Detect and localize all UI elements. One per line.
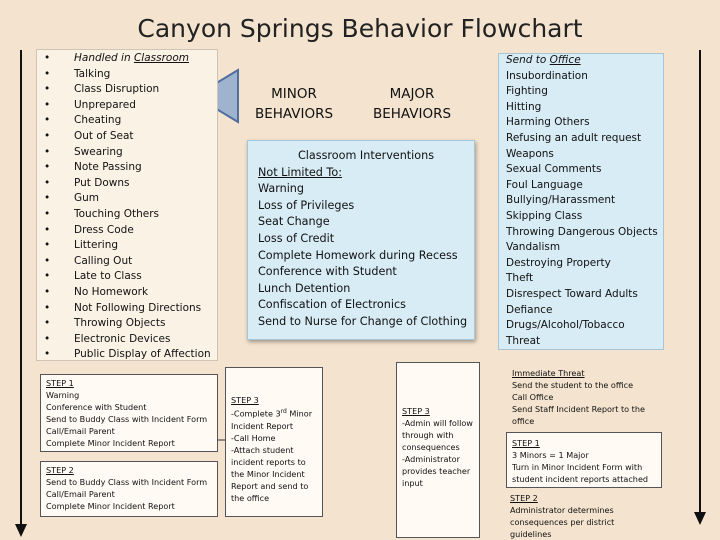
list-item: Foul Language: [506, 178, 583, 191]
minor-behaviors-label: [248, 84, 340, 124]
step-line: -Complete 3rd Minor: [231, 408, 313, 419]
list-item: Threat: [506, 334, 541, 347]
minor-label-line1: MINOR: [271, 86, 317, 102]
step-line: Send the student to the office: [512, 380, 634, 390]
list-item: Insubordination: [506, 69, 588, 82]
minor-step1-box: [40, 374, 218, 452]
list-item: Loss of Privileges: [258, 198, 355, 212]
step-title: STEP 3: [402, 406, 430, 416]
list-item: • Throwing Objects: [44, 316, 211, 332]
list-item: • Note Passing: [44, 160, 211, 176]
list-item: • No Homework: [44, 285, 211, 301]
step-line: Send to Buddy Class with Incident Form: [46, 477, 208, 487]
step-line: consequences per district: [510, 517, 615, 527]
list-item: • Calling Out: [44, 254, 211, 270]
page-title: Canyon Springs Behavior Flowchart: [137, 14, 583, 43]
list-item: Send to Nurse for Change of Clothing: [258, 314, 468, 328]
list-item: Confiscation of Electronics: [258, 298, 406, 312]
immediate-threat: [512, 367, 645, 427]
step-line: Complete Minor Incident Report: [46, 438, 175, 448]
step-line: Incident Report: [231, 420, 294, 431]
list-item: Warning: [258, 182, 304, 196]
step-line: Conference with Student: [46, 402, 147, 412]
list-item: • Swearing: [44, 145, 211, 161]
minor-step2-box: [40, 461, 218, 517]
step-line: Call Office: [512, 392, 554, 402]
list-item: Weapons: [506, 147, 554, 160]
major-heading-underlined: Office: [549, 54, 581, 66]
minor-heading-prefix: Handled in: [74, 52, 134, 64]
list-item: • Public Display of Affection: [44, 347, 211, 363]
list-item: • Put Downs: [44, 176, 211, 192]
list-item: Fighting: [506, 85, 548, 98]
list-item: Vandalism: [506, 241, 561, 254]
step-line: office: [512, 416, 535, 426]
step-line: the Minor Incident: [231, 468, 305, 479]
list-item: • Late to Class: [44, 269, 211, 285]
list-item: Theft: [506, 272, 534, 285]
list-item: • Unprepared: [44, 98, 211, 114]
step-line: Send Staff Incident Report to the: [512, 404, 645, 414]
right-flow-arrowhead: [694, 512, 706, 525]
step-line: Report and send to: [231, 480, 309, 491]
list-item: • Touching Others: [44, 207, 211, 223]
heading-bullet: •: [44, 52, 51, 64]
step-line: -Call Home: [231, 432, 276, 443]
step-line: incident reports to: [231, 456, 306, 467]
list-item: Complete Homework during Recess: [258, 248, 458, 262]
step-line: guidelines: [510, 529, 552, 539]
major-step2: [510, 492, 614, 540]
list-item: Loss of Credit: [258, 231, 335, 245]
list-item: Bullying/Harassment: [506, 194, 616, 207]
list-item: Lunch Detention: [258, 281, 351, 295]
interventions-title: Classroom Interventions: [298, 149, 435, 162]
major-heading: [506, 53, 581, 69]
list-item: Defiance: [506, 303, 553, 316]
step-line: -Attach student: [231, 444, 294, 455]
list-item: • Dress Code: [44, 223, 211, 239]
step-line: Send to Buddy Class with Incident Form: [46, 414, 208, 424]
step-title: Immediate Threat: [512, 368, 585, 378]
step-line: through with: [402, 430, 454, 440]
list-item: • Class Disruption: [44, 82, 211, 98]
step-line: 3 Minors = 1 Major: [512, 450, 589, 460]
major-step3-box: [396, 362, 480, 538]
step-line: Complete Minor Incident Report: [46, 501, 175, 511]
list-item: • Electronic Devices: [44, 332, 211, 348]
list-item: Drugs/Alcohol/Tobacco: [506, 319, 625, 332]
interventions-subtitle: Not Limited To:: [258, 165, 342, 179]
step-title: STEP 3: [231, 395, 259, 405]
step-title: STEP 1: [512, 438, 540, 448]
minor-behaviors-list: [44, 67, 211, 363]
major-behaviors-label: [366, 84, 458, 124]
left-flow-arrowhead: [15, 524, 27, 537]
list-item: Refusing an adult request: [506, 131, 642, 144]
major-step1-box: [506, 432, 662, 488]
major-label-line2: BEHAVIORS: [372, 106, 452, 122]
list-item: Sexual Comments: [506, 163, 602, 176]
step-line: Turn in Minor Incident Form with: [512, 462, 643, 472]
minor-heading-underlined: Classroom: [133, 52, 189, 64]
step-line: Call/Email Parent: [46, 426, 115, 436]
major-label-line1: MAJOR: [389, 86, 435, 102]
minor-heading: [74, 51, 189, 67]
list-item: Hitting: [506, 100, 542, 113]
list-item: Skipping Class: [506, 209, 583, 222]
major-heading-prefix: Send to: [506, 54, 550, 66]
step-title: STEP 1: [46, 378, 74, 388]
step-title: STEP 2: [46, 465, 74, 475]
list-item: Destroying Property: [506, 256, 611, 269]
step-line: Administrator determines: [510, 505, 614, 515]
step-line: -Admin will follow: [402, 418, 473, 428]
list-item: Harming Others: [506, 116, 590, 129]
step-line: the office: [231, 492, 270, 503]
list-item: • Littering: [44, 238, 211, 254]
list-item: Throwing Dangerous Objects: [506, 225, 658, 238]
step-line: Warning: [46, 390, 80, 400]
list-item: • Cheating: [44, 113, 211, 129]
step-line: -Administrator: [402, 454, 460, 464]
minor-label-line2: BEHAVIORS: [254, 106, 334, 122]
minor-step3-box: [225, 367, 323, 517]
list-item: Disrespect Toward Adults: [506, 287, 638, 300]
step-line: provides teacher: [402, 466, 471, 476]
step-title: STEP 2: [510, 493, 538, 503]
step-line: student incident reports attached: [512, 474, 649, 484]
list-item: • Out of Seat: [44, 129, 211, 145]
step-line: consequences: [402, 442, 460, 452]
major-behaviors-list: [506, 69, 658, 350]
step-line: input: [402, 478, 423, 488]
list-item: • Gum: [44, 191, 211, 207]
classroom-interventions: [258, 148, 467, 331]
list-item: Seat Change: [258, 215, 330, 229]
list-item: Conference with Student: [258, 265, 397, 279]
list-item: • Talking: [44, 67, 211, 83]
step-line: Call/Email Parent: [46, 489, 115, 499]
list-item: • Not Following Directions: [44, 301, 211, 317]
